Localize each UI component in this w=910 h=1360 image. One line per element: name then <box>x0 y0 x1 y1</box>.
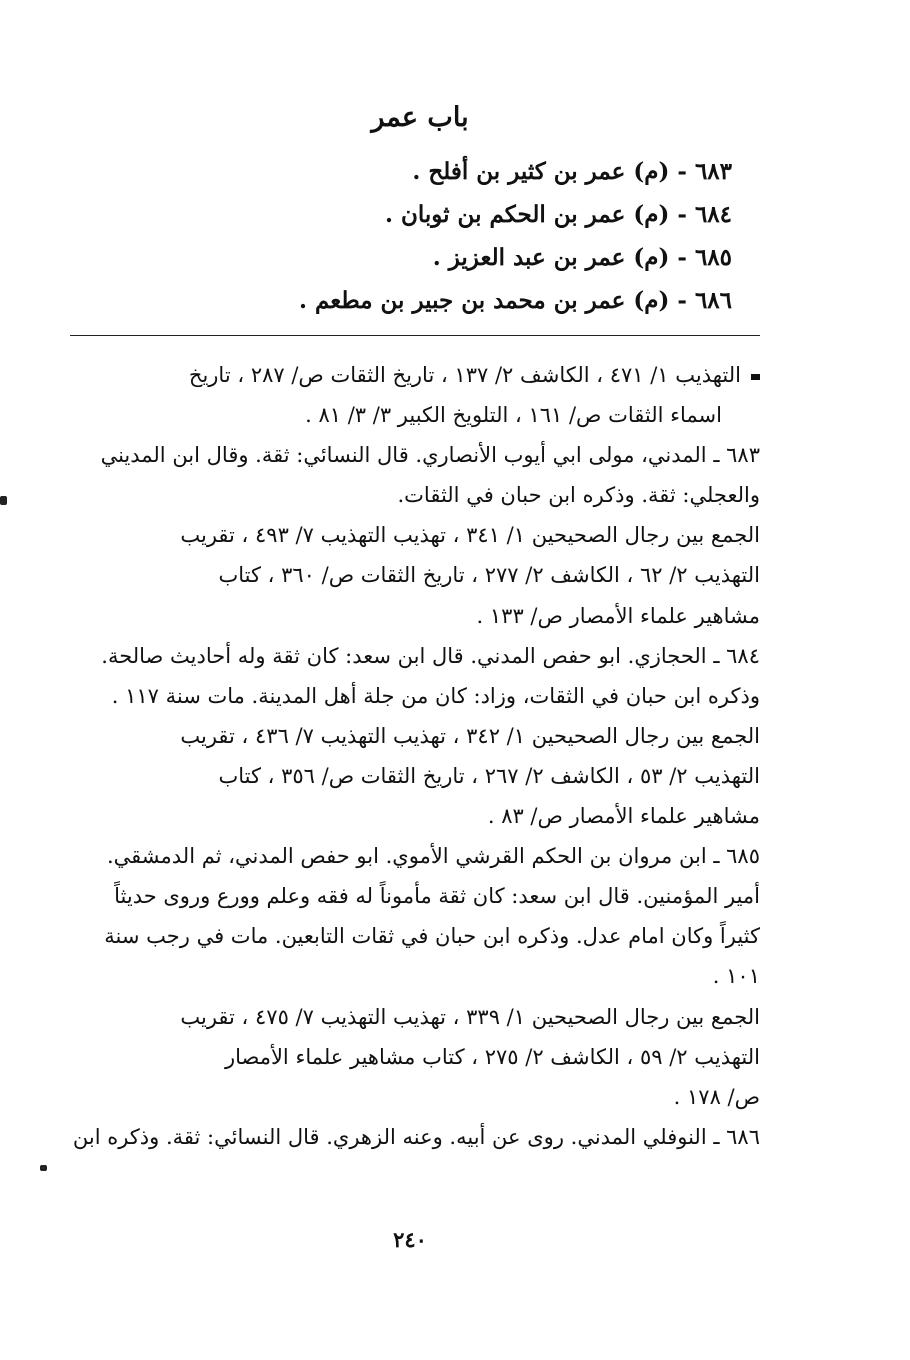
note-685-line: التهذيب ٢/ ٥٩ ، الكاشف ٢/ ٢٧٥ ، كتاب مشاهير علماء الأمصار <box>224 1044 760 1069</box>
main-entry-683: ٦٨٣ - (م) عمر بن كثير بن أفلح . <box>412 158 732 185</box>
chapter-title: باب عمر <box>371 102 469 133</box>
main-entries <box>172 150 732 322</box>
note-685-line: الجمع بين رجال الصحيحين ١/ ٣٣٩ ، تهذيب التهذيب ٧/ ٤٧٥ ، تقريب <box>180 1004 760 1029</box>
note-683-line: ٦٨٣ ـ المدني، مولى ابي أيوب الأنصاري. قال النسائي: ثقة. وقال ابن المديني <box>100 443 760 468</box>
note-685-line: ٦٨٥ ـ ابن مروان بن الحكم القرشي الأموي. ابو حفص المدني، ثم الدمشقي. <box>107 844 760 869</box>
note-684-line: مشاهير علماء الأمصار ص/ ٨٣ . <box>487 804 760 829</box>
note-683-line: مشاهير علماء الأمصار ص/ ١٣٣ . <box>476 603 760 628</box>
note-685-line: ١٠١ . <box>712 964 760 989</box>
note-685-line: أمير المؤمنين. قال ابن سعد: كان ثقة مأموناً له فقه وعلم وورع وروى حديثاً <box>114 884 760 909</box>
main-entry-685: ٦٨٥ - (م) عمر بن عبد العزيز . <box>432 244 732 271</box>
note-general-line: اسماء الثقات ص/ ١٦١ ، التلويخ الكبير ٣/ ٣/ ٨١ . <box>305 403 722 428</box>
note-686-line: ٦٨٦ ـ النوفلي المدني. روى عن أبيه. وعنه الزهري. قال النسائي: ثقة. وذكره ابن <box>72 1124 760 1149</box>
note-684-line: وذكره ابن حبان في الثقات، وزاد: كان من جلة أهل المدينة. مات سنة ١١٧ . <box>111 683 760 708</box>
bullet-marker <box>751 374 760 380</box>
note-684-line: التهذيب ٢/ ٥٣ ، الكاشف ٢/ ٢٦٧ ، تاريخ الثقات ص/ ٣٥٦ ، كتاب <box>218 763 760 788</box>
scan-edge-mark <box>0 496 7 505</box>
note-683-line: التهذيب ٢/ ٦٢ ، الكاشف ٢/ ٢٧٧ ، تاريخ الثقات ص/ ٣٦٠ ، كتاب <box>218 563 760 588</box>
note-684-line: ٦٨٤ ـ الحجازي. ابو حفص المدني. قال ابن سعد: كان ثقة وله أحاديث صالحة. <box>101 643 760 668</box>
note-685-line: ص/ ١٧٨ . <box>673 1084 760 1109</box>
page-number: ٢٤٠ <box>393 1227 427 1252</box>
note-683-line: والعجلي: ثقة. وذكره ابن حبان في الثقات. <box>397 483 760 508</box>
scan-edge-mark <box>40 1165 47 1171</box>
main-entry-684: ٦٨٤ - (م) عمر بن الحكم بن ثوبان . <box>384 201 732 228</box>
footnotes <box>70 355 760 1157</box>
note-general-line: التهذيب ١/ ٤٧١ ، الكاشف ٢/ ١٣٧ ، تاريخ الثقات ص/ ٢٨٧ ، تاريخ <box>70 355 760 395</box>
note-685-line: كثيراً وكان امام عدل. وذكره ابن حبان في ثقات التابعين. مات في رجب سنة <box>104 924 760 949</box>
note-684-line: الجمع بين رجال الصحيحين ١/ ٣٤٢ ، تهذيب التهذيب ٧/ ٤٣٦ ، تقريب <box>180 723 760 748</box>
main-entry-686: ٦٨٦ - (م) عمر بن محمد بن جبير بن مطعم . <box>298 287 732 314</box>
footnote-divider <box>70 335 760 336</box>
note-683-line: الجمع بين رجال الصحيحين ١/ ٣٤١ ، تهذيب التهذيب ٧/ ٤٩٣ ، تقريب <box>180 523 760 548</box>
